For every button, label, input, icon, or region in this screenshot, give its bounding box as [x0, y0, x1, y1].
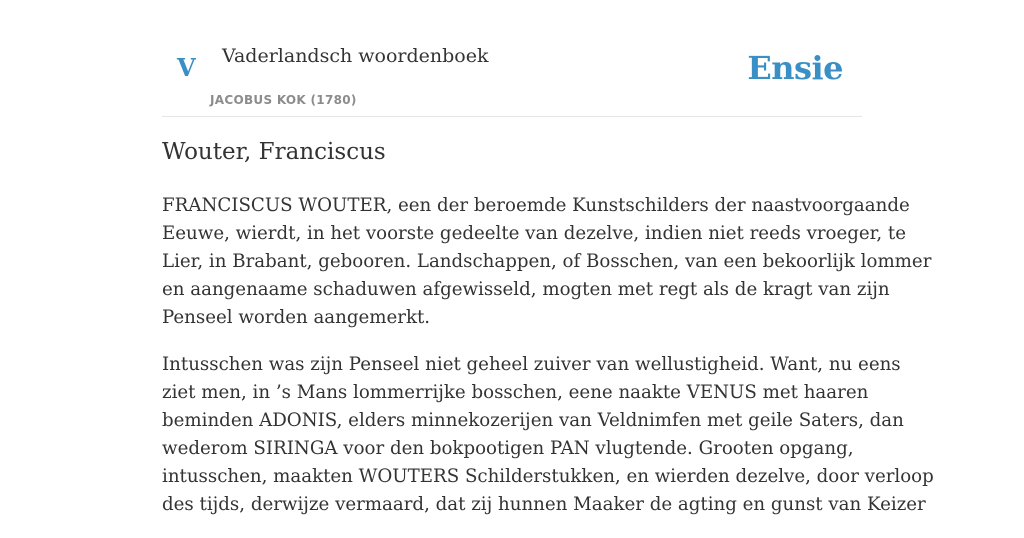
text-line: des tijds, derwijze vermaard, dat zij hunnen Maaker de agting en gunst van Keizer	[162, 494, 926, 515]
book-title[interactable]: Vaderlandsch woordenboek	[222, 45, 489, 67]
text-line: en aangenaame schaduwen afgewisseld, mogten met regt als de kragt van zijn	[162, 279, 890, 300]
text-line: ziet men, in ’s Mans lommerrijke bosschen, eene naakte VENUS met haaren	[162, 382, 869, 403]
entry-paragraph	[162, 192, 932, 332]
entry-title: Wouter, Franciscus	[162, 139, 386, 165]
ensie-logo-link[interactable]: Ensie	[747, 49, 843, 87]
page	[162, 0, 934, 515]
header	[162, 0, 862, 117]
text-line: Eeuwe, wierdt, in het voorste gedeelte van dezelve, indien niet reeds vroeger, te	[162, 223, 906, 244]
text-line: Lier, in Brabant, gebooren. Landschappen, of Bosschen, van een bekoorlijk lommer	[162, 251, 932, 272]
text-line: wederom SIRINGA voor den bokpootigen PAN vlugtende. Grooten opgang,	[162, 438, 854, 459]
text-line: beminden ADONIS, elders minnekozerijen van Veldnimfen met geile Saters, dan	[162, 410, 904, 431]
text-line: FRANCISCUS WOUTER, een der beroemde Kunstschilders der naastvoorgaande	[162, 195, 910, 216]
text-line: Intusschen was zijn Penseel niet geheel zuiver van wellustigheid. Want, nu eens	[162, 354, 901, 375]
book-author: JACOBUS KOK (1780)	[210, 93, 357, 107]
entry-content	[162, 192, 934, 538]
text-line: intusschen, maakten WOUTERS Schilderstukken, en wierden dezelve, door verloop	[162, 466, 934, 487]
entry-paragraph	[162, 351, 934, 519]
dictionary-letter[interactable]: V	[177, 53, 196, 82]
text-line: Penseel worden aangemerkt.	[162, 307, 431, 328]
